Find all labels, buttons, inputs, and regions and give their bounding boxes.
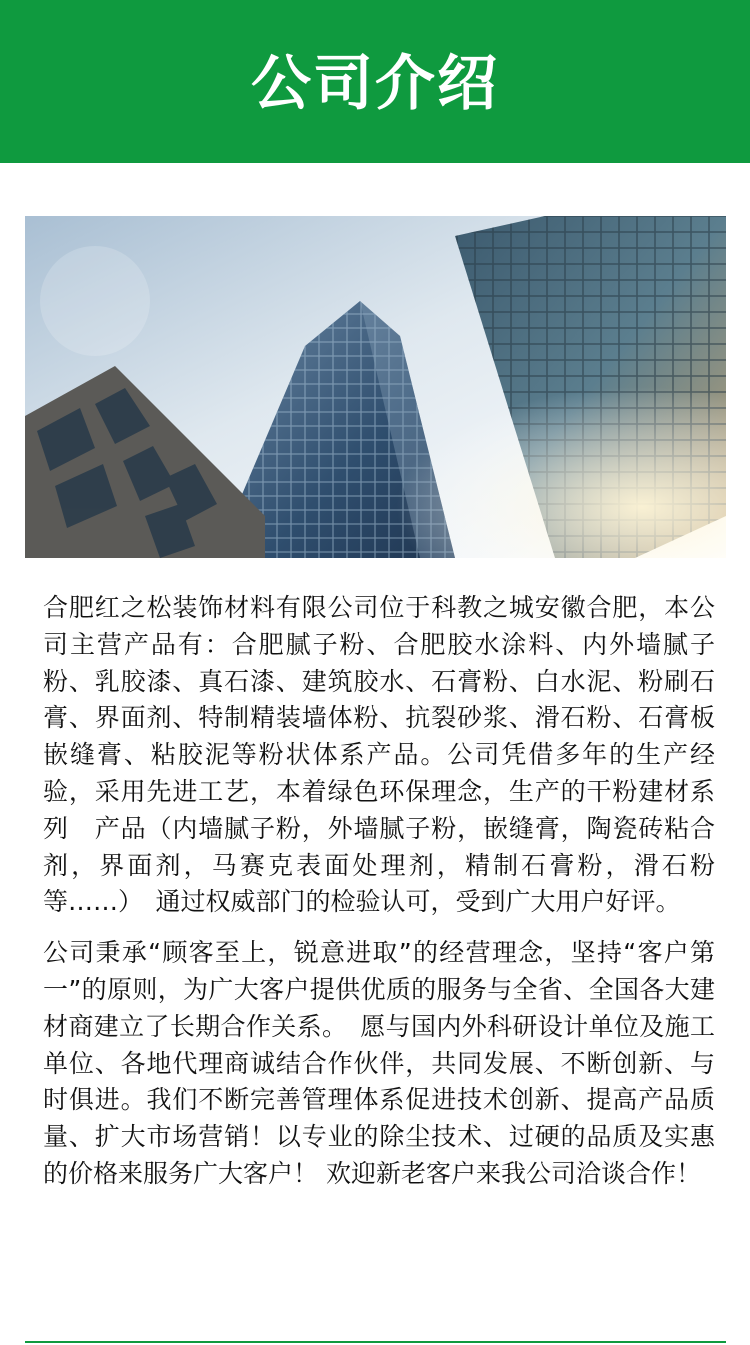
skyscrapers-photo — [25, 216, 726, 558]
page-title: 公司介绍 — [251, 48, 499, 119]
bottom-divider — [25, 1341, 726, 1343]
intro-paragraph-2: 公司秉承“顾客至上，锐意进取”的经营理念，坚持“客户第一”的原则，为广大客户提供优质的服务与全省、全国各大建材商建立了长期合作关系。 愿与国内外科研设计单位及施工单位、各地代理商诚结合作伙伴，共同发展、不断创新、与时俱进。我们不断完善管理体系促进技术创新、提高产品质量、扩大市场营销！以专业的除尘技术、过硬的品质及实惠的价格来服务广大客户！ 欢迎新老客户来我公司洽谈合作！ — [43, 938, 715, 1188]
header-banner — [0, 0, 750, 163]
intro-paragraph-1: 合肥红之松装饰材料有限公司位于科教之城安徽合肥，本公司主营产品有：合肥腻子粉、合肥胶水涂料、内外墙腻子粉、乳胶漆、真石漆、建筑胶水、石膏粉、白水泥、粉刷石膏、界面剂、特制精装墙体粉、抗裂砂浆、滑石粉、石膏板嵌缝膏、粘胶泥等粉状体系产品。公司凭借多年的生产经验，采用先进工艺，本着绿色环保理念，生产的干粉建材系列 产品（内墙腻子粉，外墙腻子粉，嵌缝膏，陶瓷砖粘合剂，界面剂，马赛克表面处理剂，精制石膏粉，滑石粉等……） 通过权威部门的检验认可，受到广大用户好评。 — [43, 593, 715, 917]
company-intro-text — [43, 590, 715, 1207]
